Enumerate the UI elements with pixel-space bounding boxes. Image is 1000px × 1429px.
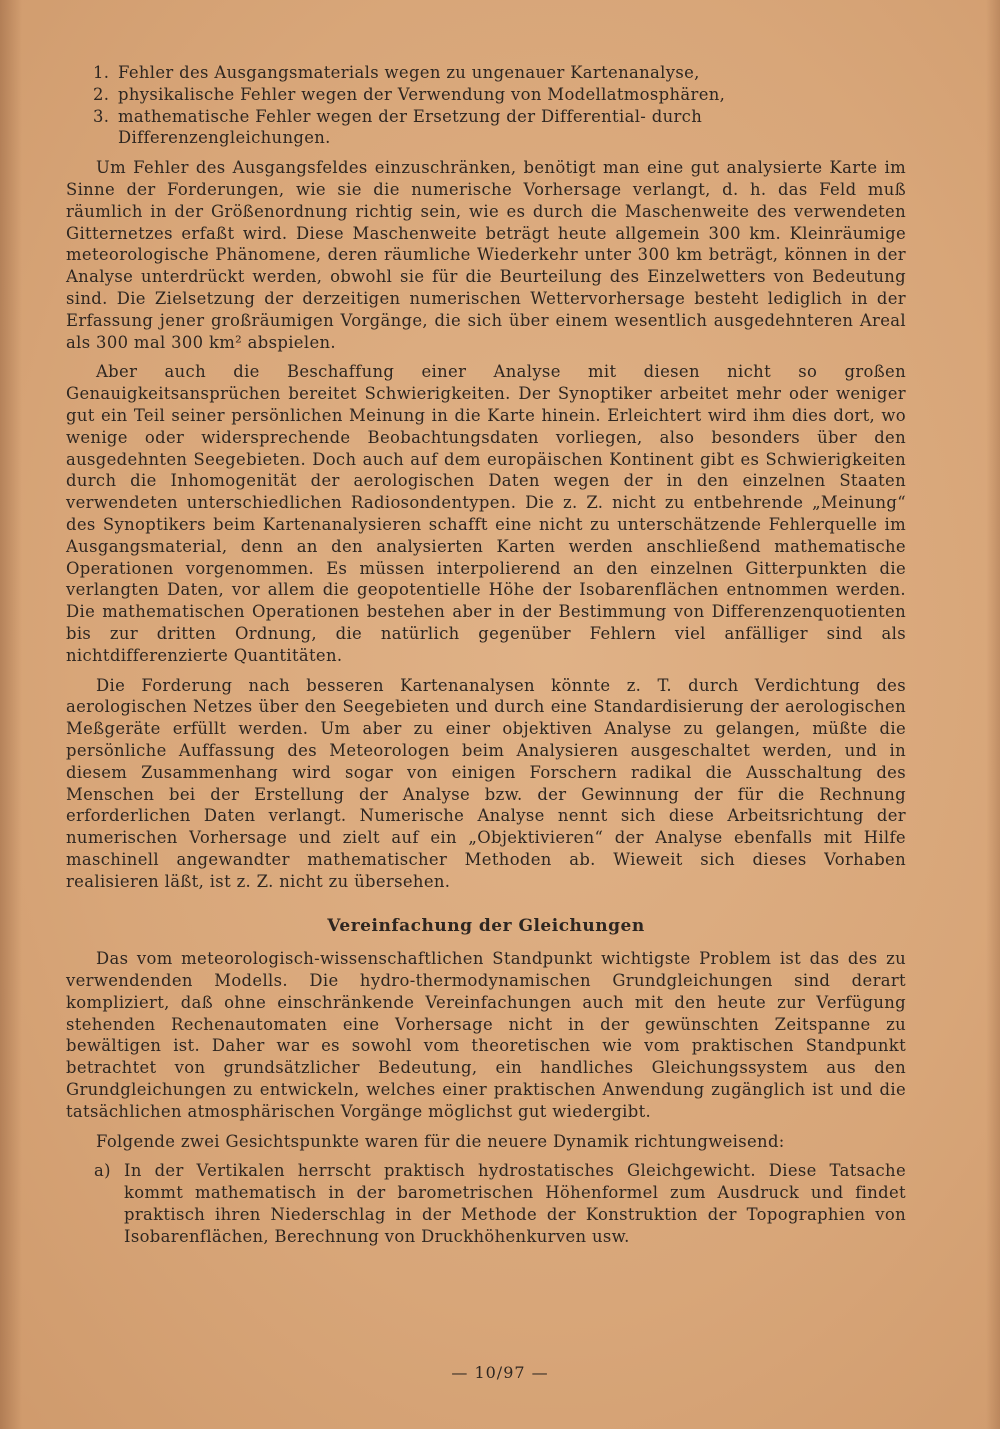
list-item bbox=[66, 1160, 906, 1247]
list-number: 1. bbox=[93, 63, 110, 82]
list-text: mathematische Fehler wegen der Ersetzung der Differential- durch Differenzengleichungen. bbox=[118, 106, 703, 148]
list-number: 2. bbox=[93, 84, 110, 104]
list-text: In der Vertikalen herrscht praktisch hydrostatisches Gleichgewicht. Diese Tatsache kommt mathematisch in der barometrischen Höhenformel zum Ausdruck und findet praktisch ihren Niederschlag in der Methode der Konstruktion der Topographien von Isobarenflächen, Berechnung von Druckhöhenkurven usw. bbox=[124, 1161, 906, 1246]
list-text: Fehler des Ausgangsmaterials wegen zu ungenauer Kartenanalyse, bbox=[118, 63, 700, 82]
error-sources-list bbox=[66, 62, 906, 149]
paragraph-gesichtspunkte: Folgende zwei Gesichtspunkte waren für die neuere Dynamik richtungweisend: bbox=[96, 1131, 785, 1151]
list-number: 3. bbox=[93, 106, 110, 126]
list-text: physikalische Fehler wegen der Verwendung von Modellatmosphären, bbox=[118, 84, 726, 104]
list-item bbox=[66, 84, 906, 106]
page-number: — 10/97 — bbox=[451, 1363, 549, 1382]
paragraph-analyse-beschaffung: Aber auch die Beschaffung einer Analyse mit diesen nicht so großen Genauigkeitsansprüchen bereitet Schwierigkeiten. Der Synoptiker arbeitet mehr oder weniger gut ein Teil seiner persönlichen Meinung in die Karte hinein. Erleichtert wird ihm dies dort, wo wenige oder widersprechende Beobachtungsdaten vorliegen, also besonders über den ausgedehnten Seegebieten. Doch auch auf dem europäischen Kontinent gibt es Schwierigkeiten durch die Inhomogenität der aerologischen Daten wegen der in den einzelnen Staaten verwendeten unterschiedlichen Radiosondentypen. Die z. Z. nicht zu entbehrende „Meinung“ des Synoptikers beim Kartenanalysieren schafft eine nicht zu unterschätzende Fehlerquelle im Ausgangsmaterial, denn an den analysierten Karten werden anschließend mathematische Operationen vorgenommen. Es müssen interpolierend an den einzelnen Gitterpunkten die verlangten Daten, vor allem die geopotentielle Höhe der Isobarenflächen entnommen werden. Die mathematischen Operationen bestehen aber in der Bestimmung von Differenzenquotienten bis zur dritten Ordnung, die natürlich gegenüber Fehlern viel anfälliger sind als nichtdifferenzierte Quantitäten. bbox=[66, 362, 906, 665]
paragraph-forderung: Die Forderung nach besseren Kartenanalysen könnte z. T. durch Verdichtung des aerologischen Netzes über den Seegebieten und durch eine Standardisierung der aerologischen Meßgeräte erfüllt werden. Um aber zu einer objektiven Analyse zu gelangen, müßte die persönliche Auffassung des Meteorologen beim Analysieren ausgeschaltet werden, und in diesem Zusammenhang wird sogar von einigen Forschern radikal die Ausschaltung des Menschen bei der Erstellung der Analyse bzw. der Gewinnung der für die Rechnung erforderlichen Daten verlangt. Numerische Analyse nennt sich diese Arbeitsrichtung der numerischen Vorhersage und zielt auf ein „Objektivieren“ der Analyse ebenfalls mit Hilfe maschinell angewandter mathematischer Methoden ab. Wieweit sich dieses Vorhaben realisieren läßt, ist z. Z. nicht zu übersehen. bbox=[66, 675, 906, 891]
list-item bbox=[66, 62, 906, 84]
page-body bbox=[66, 62, 906, 1248]
paragraph-modell: Das vom meteorologisch-wissenschaftlichen Standpunkt wichtigste Problem ist das des zu verwendenden Modells. Die hydro-thermodynamischen Grundgleichungen sind derart kompliziert, daß ohne einschränkende Vereinfachungen auch mit den heute zur Verfügung stehenden Rechenautomaten eine Vorhersage nicht in der gewünschten Zeitspanne zu bewältigen ist. Daher war es sowohl vom theoretischen wie vom praktischen Standpunkt betrachtet von grundsätzlicher Bedeutung, ein handliches Gleichungssystem aus den Grundgleichungen zu entwickeln, welches einer praktischen Anwendung zugänglich ist und die tatsächlichen atmosphärischen Vorgänge möglichst gut wiedergibt. bbox=[66, 949, 906, 1121]
section-heading: Vereinfachung der Gleichungen bbox=[327, 916, 645, 937]
list-item bbox=[66, 106, 906, 150]
viewpoints-list bbox=[66, 1160, 906, 1247]
list-letter: a) bbox=[94, 1161, 111, 1181]
paragraph-ausgangsfeld: Um Fehler des Ausgangsfeldes einzuschränken, benötigt man eine gut analysierte Karte im Sinne der Forderungen, wie sie die numerische Vorhersage verlangt, d. h. das Feld muß räumlich in der Größenordnung richtig sein, wie es durch die Maschenweite des verwendeten Gitternetzes erfaßt wird. Diese Maschenweite beträgt heute allgemein 300 km. Kleinräumige meteorologische Phänomene, deren räumliche Wiederkehr unter 300 km beträgt, können in der Analyse unterdrückt werden, obwohl sie für die Beurteilung des Einzelwetters von Bedeutung sind. Die Zielsetzung der derzeitigen numerischen Wettervorhersage besteht lediglich in der Erfassung jener großräumigen Vorgänge, die sich über einem wesentlich ausgedehnteren Areal als 300 mal 300 km² abspielen. bbox=[66, 158, 906, 352]
